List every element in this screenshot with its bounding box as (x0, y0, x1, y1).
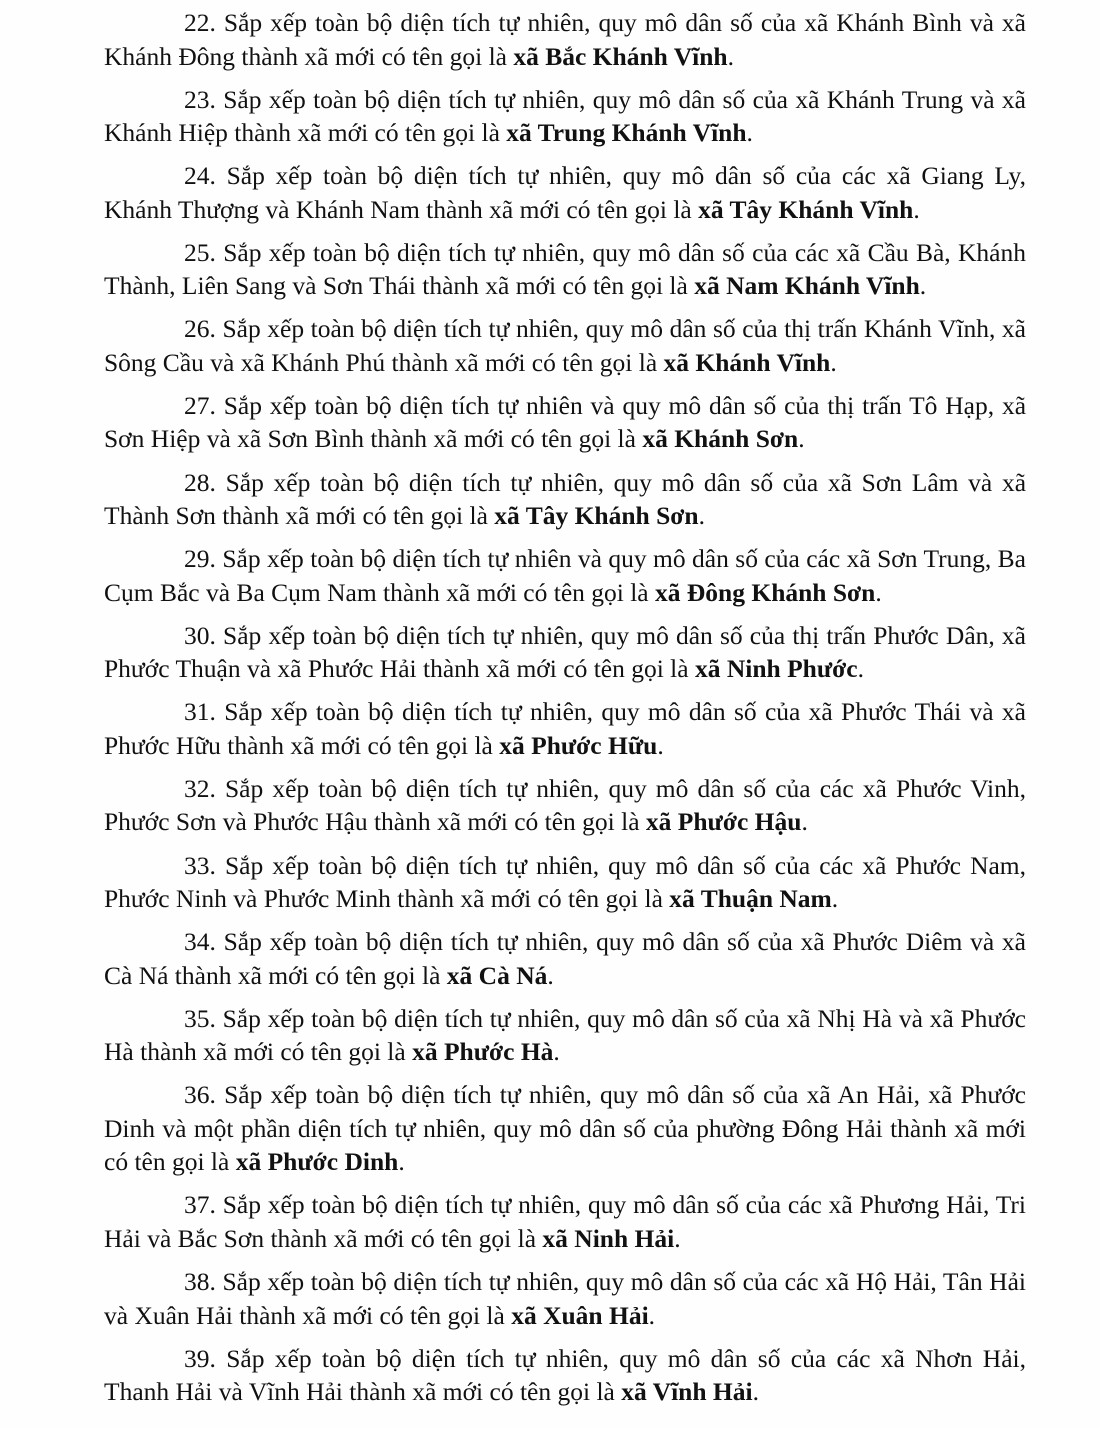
paragraph-32 (104, 772, 1026, 839)
paragraph-end: . (553, 1037, 560, 1067)
paragraph-end: . (919, 271, 927, 301)
new-commune-name: xã Phước Hà (412, 1037, 554, 1067)
new-commune-name: xã Ninh Phước (694, 654, 858, 684)
new-commune-name: xã Tây Khánh Vĩnh (698, 194, 914, 224)
new-commune-name: xã Cà Ná (446, 960, 548, 990)
new-commune-name: xã Tây Khánh Sơn (494, 501, 699, 531)
new-commune-name: xã Phước Dinh (235, 1147, 399, 1177)
paragraph-number: 33. (184, 850, 216, 880)
paragraph-number: 30. (184, 620, 216, 650)
paragraph-31 (104, 695, 1026, 762)
paragraph-text: Sắp xếp toàn bộ diện tích tự nhiên, quy mô dân số của các xã Phương Hải, Tri Hải và Bắc Sơn thành xã mới có tên gọi là (104, 1190, 1026, 1253)
paragraph-text: Sắp xếp toàn bộ diện tích tự nhiên, quy mô dân số của các xã Cầu Bà, Khánh Thành, Liên Sang và Sơn Thái thành xã mới có tên gọi là (104, 237, 1027, 301)
paragraph-number: 34. (184, 927, 216, 957)
paragraph-end: . (830, 347, 837, 377)
paragraph-22 (104, 6, 1026, 73)
paragraph-text: Sắp xếp toàn bộ diện tích tự nhiên, quy mô dân số của xã An Hải, xã Phước Dinh và một phần diện tích tự nhiên, quy mô dân số của phường Đông Hải thành xã mới có tên gọi là (104, 1080, 1027, 1177)
paragraph-end: . (752, 1377, 759, 1407)
paragraph-number: 22. (184, 8, 216, 37)
new-commune-name: xã Thuận Nam (669, 884, 832, 914)
paragraph-text: Sắp xếp toàn bộ diện tích tự nhiên, quy mô dân số của xã Sơn Lâm và xã Thành Sơn thành xã mới có tên gọi là (104, 467, 1027, 531)
paragraph-text: Sắp xếp toàn bộ diện tích tự nhiên, quy mô dân số của thị trấn Phước Dân, xã Phước Thuận và xã Phước Hải thành xã mới có tên gọi là (104, 620, 1026, 684)
paragraph-text: Sắp xếp toàn bộ diện tích tự nhiên, quy mô dân số của xã Khánh Bình và xã Khánh Đông thành xã mới có tên gọi là (104, 8, 1027, 71)
paragraph-number: 38. (184, 1267, 216, 1296)
paragraph-28 (104, 466, 1026, 533)
paragraph-number: 32. (184, 773, 216, 803)
paragraph-23 (104, 83, 1026, 150)
paragraph-26 (104, 312, 1026, 379)
paragraph-number: 23. (184, 84, 216, 114)
paragraph-24 (104, 159, 1026, 226)
new-commune-name: xã Nam Khánh Vĩnh (694, 271, 920, 301)
paragraph-end: . (648, 1300, 656, 1330)
paragraph-25 (104, 236, 1026, 303)
paragraph-35 (104, 1002, 1026, 1069)
paragraph-text: Sắp xếp toàn bộ diện tích tự nhiên và quy mô dân số của thị trấn Tô Hạp, xã Sơn Hiệp và xã Sơn Bình thành xã mới có tên gọi là (104, 390, 1027, 454)
paragraph-end: . (657, 730, 664, 760)
paragraph-number: 31. (184, 697, 216, 727)
paragraph-37 (104, 1188, 1026, 1255)
paragraph-text: Sắp xếp toàn bộ diện tích tự nhiên, quy mô dân số của các xã Giang Ly, Khánh Thượng và Khánh Nam thành xã mới có tên gọi là (104, 161, 1026, 224)
paragraph-text: Sắp xếp toàn bộ diện tích tự nhiên, quy mô dân số của các xã Phước Vinh, Phước Sơn và Phước Hậu thành xã mới có tên gọi là (104, 773, 1027, 837)
paragraph-end: . (746, 118, 753, 148)
new-commune-name: xã Trung Khánh Vĩnh (506, 118, 747, 148)
paragraph-29 (104, 542, 1026, 609)
paragraph-text: Sắp xếp toàn bộ diện tích tự nhiên, quy mô dân số của các xã Nhơn Hải, Thanh Hải và Vĩnh Hải thành xã mới có tên gọi là (104, 1343, 1027, 1407)
paragraph-number: 27. (184, 390, 216, 420)
paragraph-end: . (831, 884, 839, 914)
new-commune-name: xã Bắc Khánh Vĩnh (513, 41, 728, 71)
paragraph-number: 25. (184, 237, 216, 267)
paragraph-end: . (727, 41, 734, 71)
paragraph-end: . (547, 960, 554, 990)
paragraph-text: Sắp xếp toàn bộ diện tích tự nhiên, quy mô dân số của thị trấn Khánh Vĩnh, xã Sông Cầu và xã Khánh Phú thành xã mới có tên gọi là (104, 314, 1026, 377)
paragraph-38 (104, 1265, 1026, 1332)
paragraph-end: . (798, 424, 805, 454)
paragraph-number: 24. (184, 161, 216, 191)
paragraph-text: Sắp xếp toàn bộ diện tích tự nhiên, quy mô dân số của xã Khánh Trung và xã Khánh Hiệp thành xã mới có tên gọi là (104, 84, 1027, 148)
paragraph-number: 28. (184, 467, 216, 497)
new-commune-name: xã Phước Hữu (499, 730, 658, 760)
paragraph-34 (104, 925, 1026, 992)
paragraph-text: Sắp xếp toàn bộ diện tích tự nhiên, quy mô dân số của các xã Phước Nam, Phước Ninh và Phước Minh thành xã mới có tên gọi là (104, 850, 1027, 914)
paragraph-text: Sắp xếp toàn bộ diện tích tự nhiên, quy mô dân số của các xã Hộ Hải, Tân Hải và Xuân Hải thành xã mới có tên gọi là (104, 1267, 1027, 1330)
paragraph-end: . (398, 1147, 405, 1177)
paragraph-30 (104, 619, 1026, 686)
paragraph-end: . (674, 1223, 681, 1253)
paragraph-number: 35. (184, 1003, 216, 1033)
paragraph-end: . (913, 194, 920, 224)
paragraph-text: Sắp xếp toàn bộ diện tích tự nhiên, quy mô dân số của xã Phước Thái và xã Phước Hữu thành xã mới có tên gọi là (104, 697, 1026, 760)
paragraph-36 (104, 1078, 1026, 1179)
paragraph-number: 37. (184, 1190, 216, 1220)
paragraph-number: 36. (184, 1080, 216, 1110)
paragraph-33 (104, 849, 1026, 916)
new-commune-name: xã Khánh Vĩnh (663, 347, 831, 377)
new-commune-name: xã Khánh Sơn (642, 424, 799, 454)
document-body (104, 6, 1026, 1409)
paragraph-end: . (801, 807, 808, 837)
paragraph-text: Sắp xếp toàn bộ diện tích tự nhiên, quy mô dân số của xã Phước Diêm và xã Cà Ná thành xã mới có tên gọi là (104, 927, 1027, 990)
paragraph-number: 39. (184, 1343, 216, 1373)
paragraph-text: Sắp xếp toàn bộ diện tích tự nhiên, quy mô dân số của xã Nhị Hà và xã Phước Hà thành xã mới có tên gọi là (104, 1003, 1026, 1067)
new-commune-name: xã Phước Hậu (645, 807, 802, 837)
new-commune-name: xã Vĩnh Hải (621, 1377, 753, 1407)
paragraph-end: . (875, 577, 882, 607)
paragraph-end: . (698, 501, 705, 531)
new-commune-name: xã Đông Khánh Sơn (655, 577, 876, 607)
paragraph-number: 26. (184, 314, 216, 344)
paragraph-text: Sắp xếp toàn bộ diện tích tự nhiên và quy mô dân số của các xã Sơn Trung, Ba Cụm Bắc và Ba Cụm Nam thành xã mới có tên gọi là (104, 544, 1027, 607)
new-commune-name: xã Xuân Hải (511, 1300, 649, 1330)
paragraph-39 (104, 1342, 1026, 1409)
paragraph-27 (104, 389, 1026, 456)
new-commune-name: xã Ninh Hải (542, 1223, 675, 1253)
paragraph-end: . (857, 654, 864, 684)
paragraph-number: 29. (184, 544, 216, 574)
